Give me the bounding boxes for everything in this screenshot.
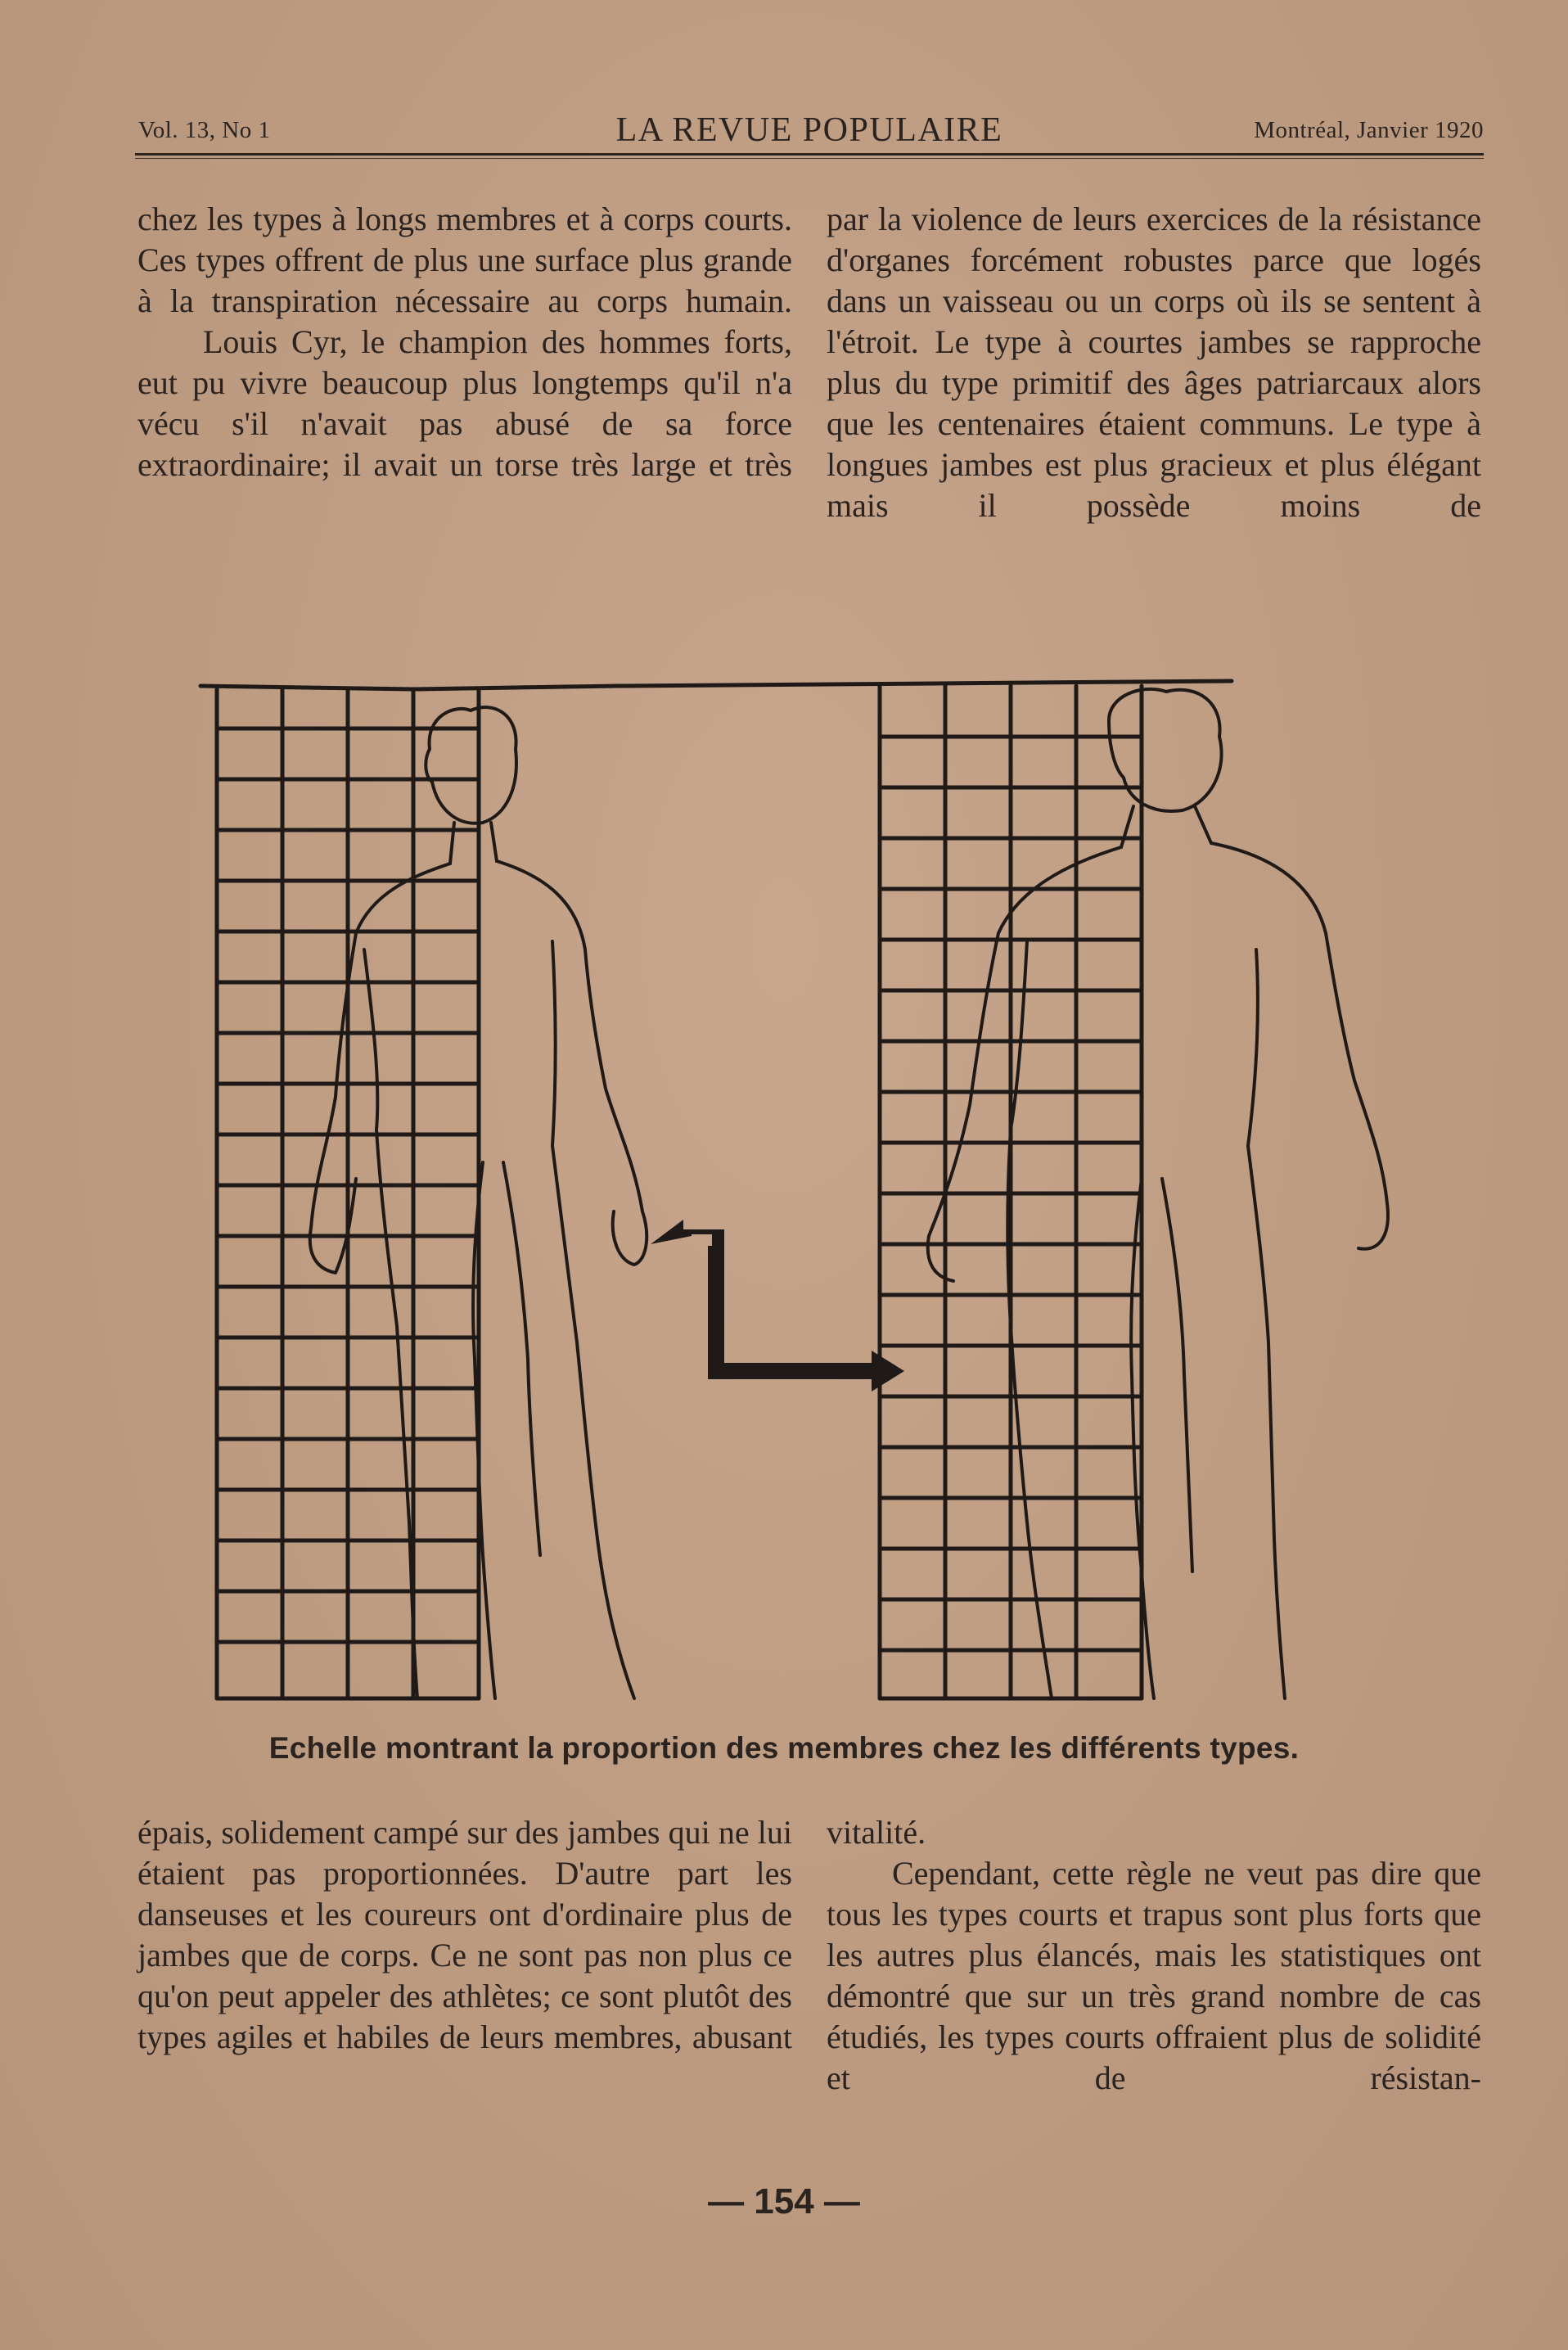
page-number: — 154 —	[708, 2181, 860, 2221]
figure-caption: Echelle montrant la proportion des membres chez les différents types.	[268, 1731, 1300, 1765]
page-header	[135, 111, 1484, 160]
proportion-figure	[192, 671, 1469, 1711]
paragraph: Louis Cyr, le champion des hommes forts, eut pu vivre beaucoup plus longtemps qu'il n'a vécu s'il n'avait pas abusé de sa force extraordinaire; il avait un torse très large et très	[137, 323, 792, 483]
issue-date: Montréal, Janvier 1920	[1254, 117, 1484, 143]
volume-number: Vol. 13, No 1	[138, 117, 271, 143]
text-column-bottom-right	[827, 1812, 1481, 2099]
publication-title: LA REVUE POPULAIRE	[615, 111, 1003, 149]
paragraph: Cependant, cette règle ne veut pas dire que tous les types courts et trapus sont plus forts que les autres plus élancés, mais les statistiques ont démontré que sur un très grand nombre de cas étudiés, les types courts offraient plus de solidité et de résistan-	[827, 1855, 1481, 2096]
paragraph: par la violence de leurs exercices de la résistance d'organes forcément robustes parce que logés dans un vaisseau ou un corps où ils se sentent à l'étroit. Le type à courtes jambes se rapproche plus du type primitif des âges patriarcaux alors que les centenaires étaient communs. Le type à longues jambes est plus gracieux et plus élégant mais il possède moins de	[827, 201, 1481, 524]
header-rule	[135, 153, 1484, 156]
arrow-icon	[651, 1220, 904, 1392]
scale-grid-right	[880, 686, 1142, 1698]
text-column-bottom-left	[137, 1812, 792, 2058]
text-column-top-left	[137, 199, 792, 485]
scale-grid-left	[217, 689, 479, 1698]
paragraph: chez les types à longs membres et à corps courts. Ces types offrent de plus une surface plus grande à la transpiration nécessaire au corps humain.	[137, 201, 792, 319]
paragraph: vitalité.	[827, 1814, 926, 1851]
header-rule-thin	[135, 158, 1484, 159]
text-column-top-right	[827, 199, 1481, 526]
paragraph: épais, solidement campé sur des jambes qui ne lui étaient pas proportionnées. D'autre part les danseuses et les coureurs ont d'ordinaire plus de jambes que de corps. Ce ne sont pas non plus ce qu'on peut appeler des athlètes; ce sont plutôt des types agiles et habiles de leurs membres, abusant	[137, 1814, 792, 2055]
